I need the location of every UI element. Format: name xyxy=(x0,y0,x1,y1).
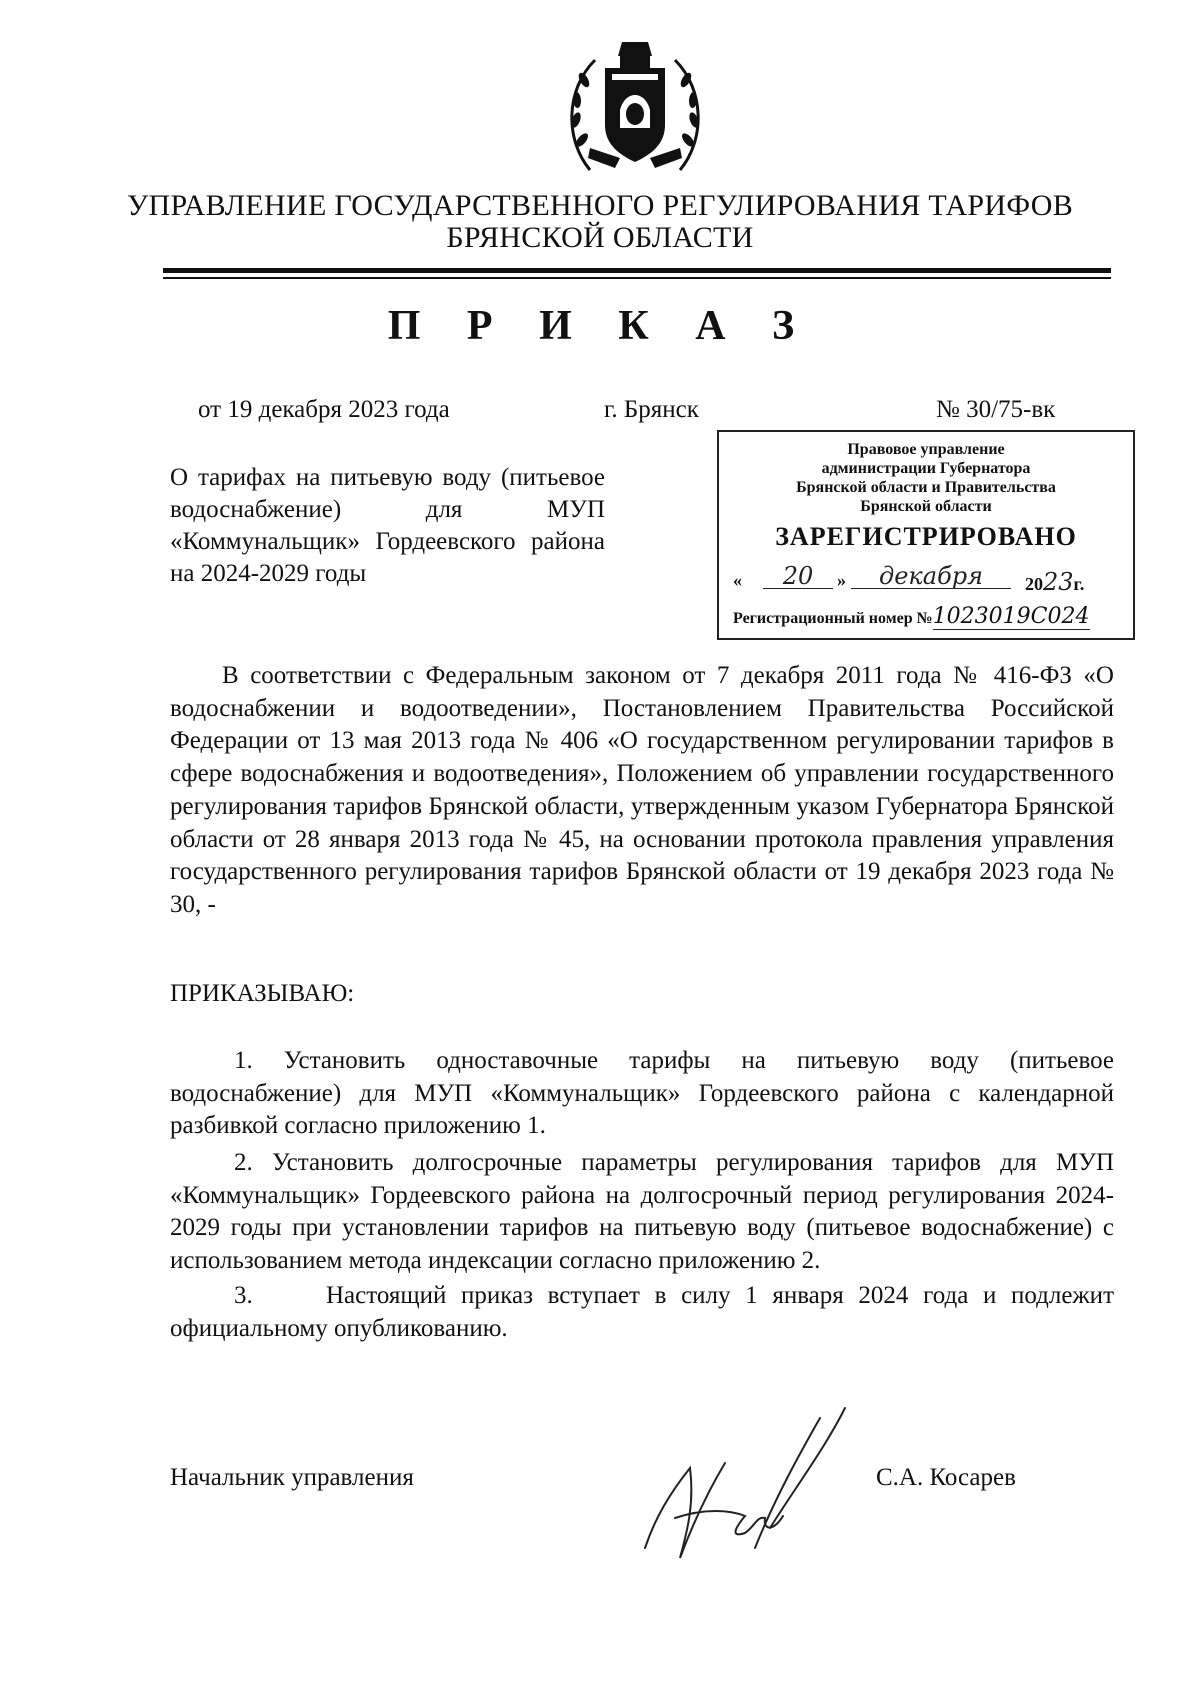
header-divider-thin xyxy=(163,277,1111,279)
stamp-quote-open: « xyxy=(733,570,742,590)
stamp-reg-number: 1023019С024 xyxy=(932,604,1090,629)
stamp-line: Брянской области xyxy=(860,498,992,515)
document-title: П Р И К А З xyxy=(387,303,813,349)
stamp-line: Брянской области и Правительства xyxy=(796,479,1056,496)
stamp-year xyxy=(1025,568,1084,596)
stamp-day: 20 xyxy=(763,562,833,589)
stamp-line: администрации Губернатора xyxy=(821,460,1031,477)
handwritten-signature-icon xyxy=(635,1398,865,1568)
stamp-quote-close: » xyxy=(837,570,846,590)
organization-name: УПРАВЛЕНИЕ ГОСУДАРСТВЕННОГО РЕГУЛИРОВАНИЯ ТАРИФОВ xyxy=(126,189,1074,222)
stamp-line: Правовое управление xyxy=(847,441,1005,458)
header-divider-thick xyxy=(163,268,1111,273)
organization-region: БРЯНСКОЙ ОБЛАСТИ xyxy=(446,221,754,254)
document-subject: О тарифах на питьевую воду (питьевое водоснабжение) для МУП «Коммунальщик» Гордеевского района на 2024-2029 годы xyxy=(170,464,605,587)
signatory-position: Начальник управления xyxy=(170,1464,414,1491)
stamp-year-suffix: 23 xyxy=(1043,568,1074,596)
signatory-name: С.А. Косарев xyxy=(876,1464,1016,1491)
stamp-reg-label: Регистрационный номер № xyxy=(733,610,933,627)
document-number: № 30/75-вк xyxy=(936,396,1056,423)
order-item: 3. Настоящий приказ вступает в силу 1 января 2024 года и подлежит официальному опубликованию. xyxy=(170,1282,1114,1342)
order-word: ПРИКАЗЫВАЮ: xyxy=(170,980,355,1007)
order-item: 1. Установить одноставочные тарифы на питьевую воду (питьевое водоснабжение) для МУП «Коммунальщик» Гордеевского района с календарной разбивкой согласно приложению 1. xyxy=(170,1047,1114,1140)
stamp-registration-number xyxy=(733,604,1133,629)
basis-paragraph: В соответствии с Федеральным законом от 7 декабря 2011 года № 416-ФЗ «О водоснабжении и водоотведении», Постановлением Правительства Российской Федерации от 13 мая 2013 года № 406 «О государственном регулировании тарифов в сфере водоснабжения и водоотведения», Положением об управлении государственного регулирования тарифов Брянской области, утвержденным указом Губернатора Брянской области от 28 января 2013 года № 45, на основании протокола правления управления государственного регулирования тарифов Брянской области от 19 декабря 2023 года № 30, - xyxy=(170,662,1114,918)
stamp-year-prefix: 20 xyxy=(1025,574,1043,594)
stamp-year-unit: г. xyxy=(1073,574,1085,594)
registration-stamp xyxy=(717,430,1135,640)
stamp-month: декабря xyxy=(851,562,1011,589)
document-date: от 19 декабря 2023 года xyxy=(198,396,450,423)
stamp-date xyxy=(733,560,1123,594)
coat-of-arms-icon xyxy=(560,30,710,180)
stamp-registered-label: ЗАРЕГИСТРИРОВАНО xyxy=(775,522,1077,551)
order-item: 2. Установить долгосрочные параметры регулирования тарифов для МУП «Коммунальщик» Гордеевского района на долгосрочный период регулирования 2024-2029 годы при установлении тарифов на питьевую воду (питьевое водоснабжение) с использованием метода индексации согласно приложению 2. xyxy=(170,1149,1114,1275)
document-city: г. Брянск xyxy=(604,396,699,423)
